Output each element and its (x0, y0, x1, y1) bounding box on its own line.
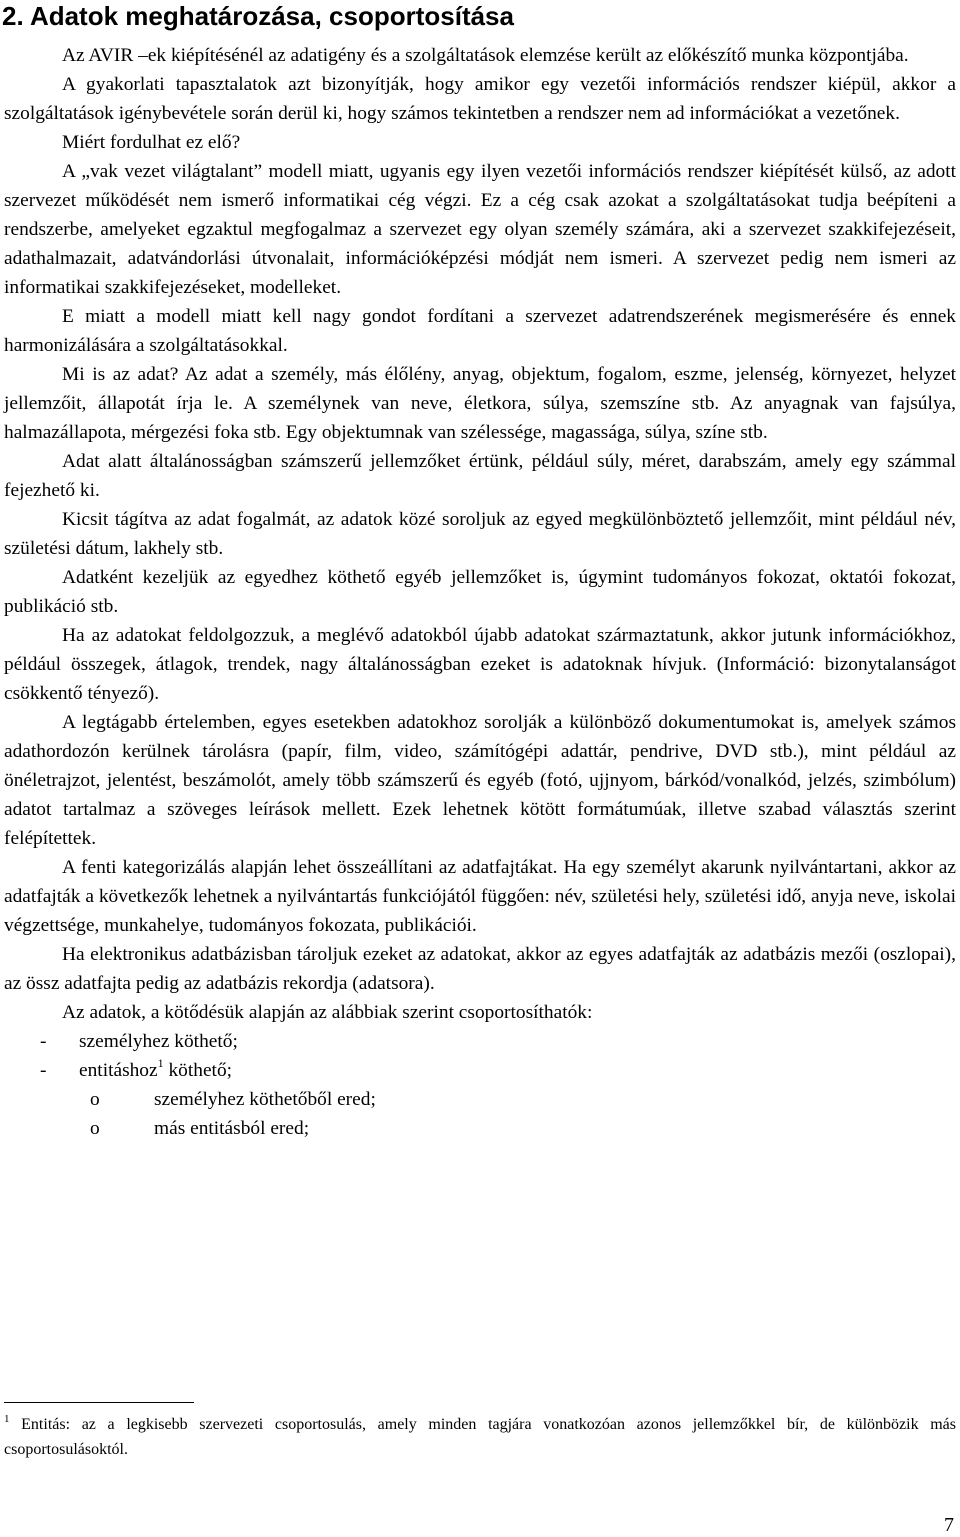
footnote-text: Entitás: az a legkisebb szervezeti csoportosulás, amely minden tagjára vonatkozóan azonos jellemzőkkel bír, de különbözik más csoportosulásoktól. (4, 1416, 956, 1458)
sub-list-item-text: személyhez köthetőből ered; (154, 1089, 376, 1110)
list-item-text-tail: köthető; (163, 1060, 233, 1081)
paragraph-4: A „vak vezet világtalant” modell miatt, ugyanis egy ilyen vezetői információs rendszer kiépítését külső, az adott szervezet működését nem ismerő informatikai cég végzi. Ez a cég csak azokat a szolgáltatásokat tudja beépíteni a rendszerbe, amelyeket egzaktul megfogalmaz a szervezet egy olyan személy számára, aki a szervezet szakkifejezéseit, adathalmazait, adatvándorlási útvonalait, információképzési módját nem ismeri. A szervezet pedig nem ismeri az informatikai szakkifejezéseket, modelleket. (4, 161, 956, 298)
paragraph-13: Ha elektronikus adatbázisban tároljuk ezeket az adatokat, akkor az egyes adatfajták az adatbázis mezői (oszlopai), az össz adatfajta pedig az adatbázis rekordja (adatsora). (4, 944, 956, 994)
footnote-separator (4, 1402, 194, 1403)
list-item (4, 1056, 956, 1085)
paragraph-3: Miért fordulhat ez elő? (62, 132, 241, 153)
page-number: 7 (944, 1514, 954, 1536)
grouping-list (4, 1027, 956, 1143)
paragraph-12: A fenti kategorizálás alapján lehet összeállítani az adatfajtákat. Ha egy személyt akarunk nyilvántartani, akkor az adatfajták a következők lehetnek a nyilvántartás funkciójától függően: név, születési hely, születési idő, anyja neve, iskolai végzettsége, munkahelye, tudományos fokozata, publikációi. (4, 857, 956, 936)
footnote (4, 1412, 956, 1462)
footnote-marker: 1 (4, 1413, 10, 1425)
section-heading: 2. Adatok meghatározása, csoportosítása (2, 1, 514, 31)
circle-marker: o (90, 1118, 100, 1139)
paragraph-8: Kicsit tágítva az adat fogalmát, az adatok közé soroljuk az egyed megkülönböztető jellemzőit, mint például név, születési dátum, lakhely stb. (4, 509, 956, 559)
footnote-reference[interactable]: 1 (157, 1056, 164, 1070)
sub-list-item-text: más entitásból ered; (154, 1118, 310, 1139)
paragraph-14: Az adatok, a kötődésük alapján az alábbiak szerint csoportosíthatók: (62, 1002, 593, 1023)
paragraph-11: A legtágabb értelemben, egyes esetekben adatokhoz sorolják a különböző dokumentumokat is, amelyek számos adathordozón kerülnek tárolásra (papír, film, video, számítógépi adattár, pendrive, DVD stb.), mint például az önéletrajzot, jelentést, beszámolót, amely több számszerű és egyéb (fotó, ujjnyom, bárkód/vonalkód, jelzés, szimbólum) adatot tartalmaz a szöveges leírások mellett. Ezek lehetnek kötött formátumúak, illetve szabad választás szerint felépítettek. (4, 712, 956, 849)
circle-marker: o (90, 1089, 100, 1110)
paragraph-2: A gyakorlati tapasztalatok azt bizonyítják, hogy amikor egy vezetői információs rendszer kiépül, akkor a szolgáltatások igénybevétele során derül ki, hogy számos tekintetben a rendszer nem ad információkat a vezetőnek. (4, 74, 956, 124)
paragraph-7: Adat alatt általánosságban számszerű jellemzőket értünk, például súly, méret, darabszám, amely egy számmal fejezhető ki. (4, 451, 956, 501)
paragraph-9: Adatként kezeljük az egyedhez köthető egyéb jellemzőket is, úgymint tudományos fokozat, oktatói fokozat, publikáció stb. (4, 567, 956, 617)
sub-list-item (4, 1114, 956, 1143)
list-item-text: entitáshoz (79, 1060, 158, 1081)
paragraph-6: Mi is az adat? Az adat a személy, más élőlény, anyag, objektum, fogalom, eszme, jelenség, környezet, helyzet jellemzőit, állapotát írja le. A személynek van neve, életkora, súlya, szemszíne stb. Az anyagnak van fajsúlya, halmazállapota, mérgezési foka stb. Egy objektumnak van szélessége, magassága, súlya, színe stb. (4, 364, 956, 443)
list-item (4, 1027, 956, 1056)
sub-list-item (4, 1085, 956, 1114)
list-item-text: személyhez köthető; (79, 1031, 238, 1052)
paragraph-1: Az AVIR –ek kiépítésénél az adatigény és a szolgáltatások elemzése került az előkészítő munka központjába. (62, 45, 909, 66)
dash-marker: - (40, 1060, 47, 1081)
paragraph-5: E miatt a modell miatt kell nagy gondot fordítani a szervezet adatrendszerének megismerésére és ennek harmonizálására a szolgáltatásokkal. (4, 306, 956, 356)
paragraph-10: Ha az adatokat feldolgozzuk, a meglévő adatokból újabb adatokat származtatunk, akkor jutunk információkhoz, például összegek, átlagok, trendek, nagy általánosságban ezeket is adatoknak hívjuk. (Információ: bizonytalanságot csökkentő tényező). (4, 625, 956, 704)
document-body (4, 41, 956, 1143)
dash-marker: - (40, 1031, 47, 1052)
